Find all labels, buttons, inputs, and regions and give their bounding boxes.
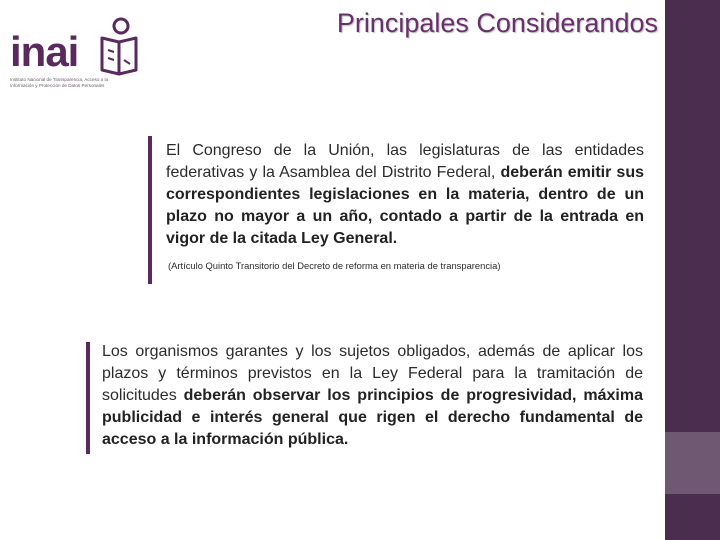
paragraph-2-normal: Los organismos garantes y los sujetos obligados, además de aplicar los plazos y términos previstos en la Ley Federal para la tramitación de solicitudes (102, 343, 643, 404)
considerando-paragraph-2 (102, 341, 643, 451)
logo-wordmark: inai (10, 28, 79, 75)
logo-subtitle-line2: Información y Protección de Datos Personales (10, 83, 105, 88)
considerando-paragraph-1 (166, 140, 644, 250)
logo-subtitle (10, 77, 150, 89)
quote-bar-1 (148, 136, 152, 284)
side-strip-top (665, 0, 720, 432)
inai-logo (8, 14, 148, 94)
side-strip-middle (665, 432, 720, 494)
paragraph-2-bold: deberán observar los principios de progresividad, máxima publicidad e interés general que rigen el derecho fundamental de acceso a la información pública. (102, 387, 644, 448)
page-title: Principales Considerandos (336, 8, 658, 38)
paragraph-1-normal: El Congreso de la Unión, las legislaturas de las entidades federativas y la Asamblea del Distrito Federal, (166, 142, 644, 181)
article-citation: (Artículo Quinto Transitorio del Decreto de reforma en materia de transparencia) (168, 260, 501, 271)
logo-subtitle-line1: Instituto Nacional de Transparencia, Acceso a la (10, 77, 109, 82)
paragraph-1-bold: deberán emitir sus correspondientes legislaciones en la materia, dentro de un plazo no mayor a un año, contado a partir de la entrada en vigor de la citada Ley General. (166, 164, 644, 247)
person-book-icon (96, 16, 142, 78)
side-strip-bottom (665, 494, 720, 540)
quote-bar-2 (86, 342, 90, 454)
